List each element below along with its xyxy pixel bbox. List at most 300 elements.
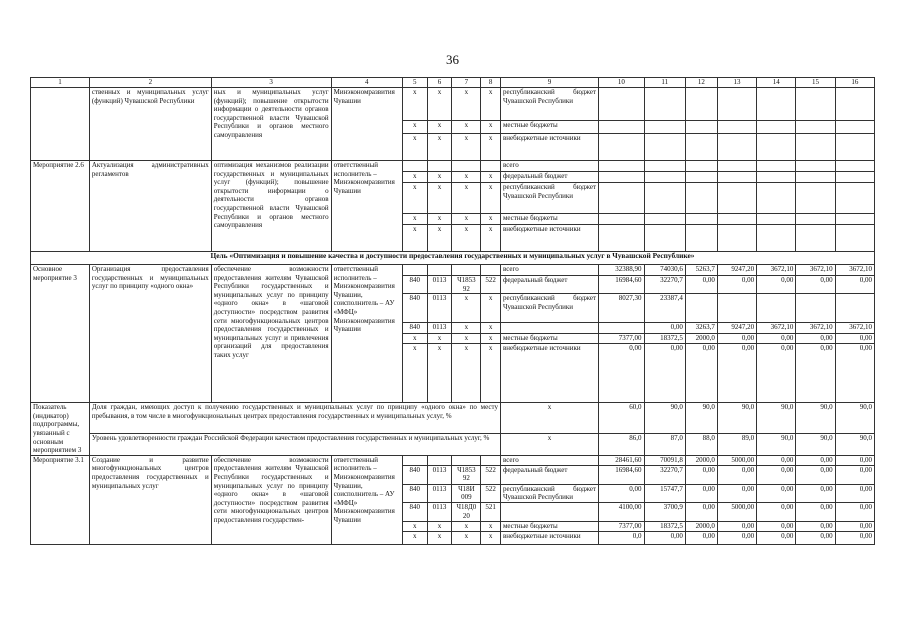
indicator-x: x — [500, 434, 598, 456]
indicator-label: Показатель (индикатор) подпрограммы, увязанный с основным мероприятием 3 — [31, 403, 90, 456]
year-amount: 0,00 — [796, 531, 835, 544]
year-amount: 0,00 — [685, 465, 717, 484]
indicator-value: 88,0 — [685, 434, 717, 456]
year-amount — [685, 214, 717, 225]
year-amount — [644, 183, 685, 214]
year-amount — [685, 172, 717, 183]
year-amount: 0,00 — [685, 531, 717, 544]
event-label — [31, 88, 90, 161]
year-amount: 0,00 — [835, 484, 874, 502]
section-code: x — [427, 334, 452, 344]
expected-result: ных и муниципальных услуг (функций); повышение открытости информации о деятельности органов государственной власти Чувашской Республики и органов местного самоуправления — [211, 88, 331, 161]
indicator-value: 89,0 — [717, 434, 756, 456]
target-article-code: Ч18Д0 20 — [452, 502, 481, 521]
expense-type-code: 522 — [481, 465, 501, 484]
target-article-code: Ч18И 009 — [452, 484, 481, 502]
grbs-code — [402, 265, 427, 276]
grbs-code: x — [402, 344, 427, 403]
year-amount: 15747,7 — [644, 484, 685, 502]
column-number-3: 3 — [211, 78, 331, 88]
table-row — [31, 265, 875, 276]
year-amount: 3672,10 — [757, 323, 796, 334]
year-amount: 0,00 — [835, 455, 874, 465]
executor: ответственный исполнитель – Минэкономразвития Чувашии — [331, 161, 402, 252]
year-amount: 18372,5 — [644, 521, 685, 531]
expense-type-code: x — [481, 334, 501, 344]
year-amount — [835, 121, 874, 134]
year-amount — [835, 172, 874, 183]
year-amount: 0,00 — [796, 484, 835, 502]
year-amount: 0,00 — [717, 344, 756, 403]
funding-source: внебюджетные источники — [500, 134, 598, 161]
year-amount — [796, 294, 835, 323]
column-number-10: 10 — [599, 78, 644, 88]
funding-source — [500, 502, 598, 521]
year-amount: 70091,8 — [644, 455, 685, 465]
executor: ответственный исполнитель – Минэкономразвития Чувашии, соисполнитель – АУ «МФЦ» Минэкономразвития Чувашии — [331, 455, 402, 544]
year-amount — [599, 172, 644, 183]
year-amount: 28461,60 — [599, 455, 644, 465]
grbs-code: x — [402, 121, 427, 134]
year-amount — [717, 172, 756, 183]
grbs-code: x — [402, 88, 427, 121]
year-amount: 3672,10 — [835, 265, 874, 276]
year-amount: 16984,60 — [599, 276, 644, 294]
year-amount: 2000,0 — [685, 334, 717, 344]
column-number-5: 5 — [402, 78, 427, 88]
year-amount: 0,00 — [599, 484, 644, 502]
year-amount: 0,00 — [835, 531, 874, 544]
target-article-code: x — [452, 172, 481, 183]
year-amount: 0,00 — [757, 465, 796, 484]
year-amount — [644, 134, 685, 161]
year-amount — [717, 161, 756, 172]
funding-source: республиканский бюджет Чувашской Республики — [500, 183, 598, 214]
year-amount — [717, 183, 756, 214]
target-article-code: x — [452, 344, 481, 403]
funding-source: местные бюджеты — [500, 214, 598, 225]
year-amount — [835, 214, 874, 225]
indicator-value: 90,0 — [796, 403, 835, 434]
year-amount — [717, 225, 756, 252]
section-code: x — [427, 134, 452, 161]
year-amount: 9247,20 — [717, 323, 756, 334]
year-amount — [685, 88, 717, 121]
indicator-row — [31, 403, 875, 434]
funding-source: республиканский бюджет Чувашской Республики — [500, 484, 598, 502]
expense-type-code: 521 — [481, 502, 501, 521]
year-amount — [599, 323, 644, 334]
year-amount: 7377,00 — [599, 521, 644, 531]
year-amount: 3672,10 — [796, 323, 835, 334]
year-amount — [644, 172, 685, 183]
year-amount: 5000,00 — [717, 502, 756, 521]
year-amount: 5000,00 — [717, 455, 756, 465]
year-amount: 0,00 — [644, 344, 685, 403]
year-amount — [644, 88, 685, 121]
year-amount — [599, 183, 644, 214]
year-amount: 32388,90 — [599, 265, 644, 276]
section-code: x — [427, 344, 452, 403]
indicator-value: 90,0 — [757, 434, 796, 456]
grbs-code: 840 — [402, 276, 427, 294]
year-amount — [717, 121, 756, 134]
target-article-code: Ч1853 92 — [452, 276, 481, 294]
year-amount: 0,00 — [757, 334, 796, 344]
year-amount — [599, 161, 644, 172]
year-amount: 3263,7 — [685, 323, 717, 334]
year-amount — [685, 225, 717, 252]
column-number-8: 8 — [481, 78, 501, 88]
indicator-text: Уровень удовлетворенности граждан Российской Федерации качеством предоставления государственных и муниципальных услуг, % — [89, 434, 500, 456]
year-amount — [796, 134, 835, 161]
program-table — [30, 77, 875, 545]
column-number-14: 14 — [757, 78, 796, 88]
year-amount: 0,00 — [757, 276, 796, 294]
year-amount: 0,00 — [757, 502, 796, 521]
year-amount: 23387,4 — [644, 294, 685, 323]
section-code: x — [427, 531, 452, 544]
section-code: 0113 — [427, 502, 452, 521]
year-amount: 0,00 — [685, 276, 717, 294]
year-amount — [835, 88, 874, 121]
year-amount: 16984,60 — [599, 465, 644, 484]
year-amount — [599, 134, 644, 161]
year-amount: 0,00 — [796, 502, 835, 521]
funding-source: внебюджетные источники — [500, 225, 598, 252]
expense-type-code: x — [481, 183, 501, 214]
year-amount: 0,00 — [757, 344, 796, 403]
expected-result: обеспечение возможности предоставления жителям Чувашской Республики государственных и муниципальных услуг по принципу «одного окна» в «шаговой доступности» посредством развития сети многофункциональных центров предоставления государственных и муниципальных услуг и привлечения организаций для предоставления таких услуг — [211, 265, 331, 403]
year-amount: 0,00 — [796, 465, 835, 484]
target-article-code: x — [452, 531, 481, 544]
indicator-value: 86,0 — [599, 434, 644, 456]
section-code: x — [427, 521, 452, 531]
target-article-code: x — [452, 88, 481, 121]
year-amount: 3672,10 — [796, 265, 835, 276]
year-amount: 3700,9 — [644, 502, 685, 521]
column-number-1: 1 — [31, 78, 90, 88]
grbs-code: x — [402, 214, 427, 225]
year-amount: 8027,30 — [599, 294, 644, 323]
executor: Минэкономразвития Чувашии — [331, 88, 402, 161]
target-article-code: x — [452, 183, 481, 214]
year-amount — [757, 161, 796, 172]
indicator-value: 90,0 — [717, 403, 756, 434]
year-amount — [644, 121, 685, 134]
indicator-value: 90,0 — [644, 403, 685, 434]
year-amount — [717, 88, 756, 121]
year-amount — [796, 88, 835, 121]
section-code: x — [427, 88, 452, 121]
year-amount: 0,00 — [757, 521, 796, 531]
year-amount: 0,00 — [685, 502, 717, 521]
expense-type-code: x — [481, 214, 501, 225]
target-article-code — [452, 455, 481, 465]
page-number: 36 — [446, 52, 459, 67]
indicator-value: 60,0 — [599, 403, 644, 434]
indicator-value: 90,0 — [835, 434, 874, 456]
indicator-row — [31, 434, 875, 456]
year-amount: 0,00 — [757, 484, 796, 502]
event-name: ственных и муниципальных услуг (функций) Чувашской Республики — [89, 88, 211, 161]
grbs-code — [402, 455, 427, 465]
funding-source: всего — [500, 265, 598, 276]
funding-source: местные бюджеты — [500, 121, 598, 134]
year-amount — [796, 225, 835, 252]
column-number-12: 12 — [685, 78, 717, 88]
funding-source: федеральный бюджет — [500, 172, 598, 183]
year-amount — [757, 88, 796, 121]
indicator-value: 90,0 — [796, 434, 835, 456]
expected-result: оптимизация механизмов реализации государственных и муниципальных услуг (функций); повышение открытости информации о деятельности органов государственной власти Чувашской Республики и органов местного самоуправления — [211, 161, 331, 252]
expense-type-code — [481, 161, 501, 172]
year-amount — [835, 134, 874, 161]
year-amount: 0,0 — [599, 531, 644, 544]
section-code: 0113 — [427, 294, 452, 323]
year-amount: 0,00 — [717, 465, 756, 484]
year-amount — [757, 294, 796, 323]
year-amount: 3672,10 — [835, 323, 874, 334]
year-amount — [599, 214, 644, 225]
table-row — [31, 161, 875, 172]
grbs-code: x — [402, 521, 427, 531]
target-article-code: x — [452, 214, 481, 225]
year-amount: 0,00 — [685, 344, 717, 403]
indicator-value: 90,0 — [685, 403, 717, 434]
grbs-code: x — [402, 225, 427, 252]
funding-source: федеральный бюджет — [500, 465, 598, 484]
year-amount: 0,00 — [757, 531, 796, 544]
year-amount: 0,00 — [717, 484, 756, 502]
year-amount — [835, 294, 874, 323]
year-amount: 74030,6 — [644, 265, 685, 276]
year-amount — [685, 134, 717, 161]
expense-type-code: x — [481, 121, 501, 134]
section-code: x — [427, 183, 452, 214]
year-amount: 32270,7 — [644, 465, 685, 484]
column-number-13: 13 — [717, 78, 756, 88]
year-amount: 0,00 — [717, 531, 756, 544]
section-row — [31, 252, 875, 265]
indicator-text: Доля граждан, имеющих доступ к получению государственных и муниципальных услуг по принципу «одного окна» по месту пребывания, в том числе в многофункциональных центрах предоставления государственных и муниципальных услуг, % — [89, 403, 500, 434]
section-code: x — [427, 121, 452, 134]
section-code: 0113 — [427, 276, 452, 294]
funding-source: всего — [500, 161, 598, 172]
year-amount: 0,00 — [796, 455, 835, 465]
section-code: x — [427, 172, 452, 183]
funding-source: внебюджетные источники — [500, 531, 598, 544]
expense-type-code — [481, 455, 501, 465]
year-amount — [757, 134, 796, 161]
grbs-code: 840 — [402, 294, 427, 323]
year-amount: 0,00 — [796, 276, 835, 294]
expense-type-code: x — [481, 344, 501, 403]
section-code: x — [427, 214, 452, 225]
expense-type-code: x — [481, 88, 501, 121]
grbs-code: x — [402, 183, 427, 214]
grbs-code: 840 — [402, 465, 427, 484]
expense-type-code: x — [481, 225, 501, 252]
section-code — [427, 265, 452, 276]
funding-source: местные бюджеты — [500, 334, 598, 344]
grbs-code: x — [402, 334, 427, 344]
column-number-2: 2 — [89, 78, 211, 88]
grbs-code: 840 — [402, 484, 427, 502]
funding-source: внебюджетные источники — [500, 344, 598, 403]
year-amount: 0,00 — [717, 521, 756, 531]
year-amount — [644, 225, 685, 252]
column-number-7: 7 — [452, 78, 481, 88]
year-amount — [835, 225, 874, 252]
target-article-code: x — [452, 134, 481, 161]
year-amount: 3672,10 — [757, 265, 796, 276]
year-amount: 0,00 — [835, 502, 874, 521]
expense-type-code: x — [481, 294, 501, 323]
year-amount: 2000,0 — [685, 455, 717, 465]
event-name: Актуализация административных регламентов — [89, 161, 211, 252]
year-amount — [796, 172, 835, 183]
grbs-code: x — [402, 134, 427, 161]
funding-source: местные бюджеты — [500, 521, 598, 531]
year-amount: 2000,0 — [685, 521, 717, 531]
event-label: Мероприятие 2.6 — [31, 161, 90, 252]
year-amount: 0,00 — [835, 465, 874, 484]
year-amount — [757, 225, 796, 252]
year-amount — [685, 294, 717, 323]
year-amount: 0,00 — [599, 344, 644, 403]
year-amount — [757, 214, 796, 225]
year-amount: 0,00 — [835, 276, 874, 294]
year-amount: 0,00 — [796, 344, 835, 403]
year-amount: 0,00 — [717, 276, 756, 294]
section-code: 0113 — [427, 323, 452, 334]
target-article-code: x — [452, 323, 481, 334]
funding-source — [500, 323, 598, 334]
year-amount — [599, 225, 644, 252]
column-number-4: 4 — [331, 78, 402, 88]
indicator-x: x — [500, 403, 598, 434]
expense-type-code — [481, 265, 501, 276]
indicator-value: 90,0 — [835, 403, 874, 434]
year-amount — [835, 161, 874, 172]
year-amount — [796, 214, 835, 225]
year-amount — [757, 183, 796, 214]
indicator-value: 90,0 — [757, 403, 796, 434]
year-amount — [717, 294, 756, 323]
expense-type-code: 522 — [481, 276, 501, 294]
funding-source: республиканский бюджет Чувашской Республики — [500, 294, 598, 323]
expense-type-code: 522 — [481, 484, 501, 502]
grbs-code: 840 — [402, 502, 427, 521]
section-code — [427, 161, 452, 172]
year-amount — [796, 183, 835, 214]
funding-source: федеральный бюджет — [500, 276, 598, 294]
year-amount: 0,00 — [644, 323, 685, 334]
target-article-code — [452, 265, 481, 276]
year-amount — [835, 183, 874, 214]
section-code: 0113 — [427, 484, 452, 502]
year-amount — [757, 172, 796, 183]
header-row — [31, 78, 875, 88]
year-amount: 0,00 — [796, 521, 835, 531]
column-number-6: 6 — [427, 78, 452, 88]
event-name: Создание и развитие многофункциональных центров предоставления государственных и муниципальных услуг — [89, 455, 211, 544]
target-article-code: x — [452, 294, 481, 323]
year-amount: 18372,5 — [644, 334, 685, 344]
table-row — [31, 88, 875, 121]
year-amount — [717, 214, 756, 225]
year-amount: 0,00 — [835, 334, 874, 344]
executor: ответственный исполнитель – Минэкономразвития Чувашии, соисполнитель – АУ «МФЦ» Минэкономразвития Чувашии — [331, 265, 402, 403]
year-amount — [599, 121, 644, 134]
year-amount: 0,00 — [835, 344, 874, 403]
grbs-code: x — [402, 531, 427, 544]
year-amount — [685, 121, 717, 134]
year-amount: 9247,20 — [717, 265, 756, 276]
year-amount: 0,00 — [835, 521, 874, 531]
year-amount: 5263,7 — [685, 265, 717, 276]
year-amount: 0,00 — [644, 531, 685, 544]
funding-source: всего — [500, 455, 598, 465]
year-amount — [644, 161, 685, 172]
expense-type-code: x — [481, 531, 501, 544]
table-row — [31, 455, 875, 465]
target-article-code: Ч1853 92 — [452, 465, 481, 484]
column-number-9: 9 — [500, 78, 598, 88]
event-label: Мероприятие 3.1 — [31, 455, 90, 544]
expense-type-code: x — [481, 323, 501, 334]
year-amount — [796, 161, 835, 172]
year-amount: 0,00 — [757, 455, 796, 465]
target-article-code: x — [452, 521, 481, 531]
event-label: Основное мероприятие 3 — [31, 265, 90, 403]
year-amount: 0,00 — [796, 334, 835, 344]
expense-type-code: x — [481, 134, 501, 161]
year-amount — [644, 214, 685, 225]
year-amount: 4100,00 — [599, 502, 644, 521]
column-number-16: 16 — [835, 78, 874, 88]
target-article-code — [452, 161, 481, 172]
section-code — [427, 455, 452, 465]
target-article-code: x — [452, 121, 481, 134]
year-amount — [599, 88, 644, 121]
grbs-code: x — [402, 172, 427, 183]
expense-type-code: x — [481, 521, 501, 531]
target-article-code: x — [452, 334, 481, 344]
year-amount: 7377,00 — [599, 334, 644, 344]
year-amount: 32270,7 — [644, 276, 685, 294]
indicator-value: 87,0 — [644, 434, 685, 456]
year-amount: 0,00 — [685, 484, 717, 502]
year-amount — [796, 121, 835, 134]
expected-result: обеспечение возможности предоставления жителям Чувашской Республики государственных и муниципальных услуг по принципу «одного окна» в «шаговой доступности» посредством развития сети многофункциональных центров предоставления государствен- — [211, 455, 331, 544]
year-amount — [757, 121, 796, 134]
grbs-code — [402, 161, 427, 172]
event-name: Организация предоставления государственных и муниципальных услуг по принципу «одного окна» — [89, 265, 211, 403]
column-number-11: 11 — [644, 78, 685, 88]
year-amount — [685, 161, 717, 172]
target-article-code: x — [452, 225, 481, 252]
section-code: x — [427, 225, 452, 252]
section-code: 0113 — [427, 465, 452, 484]
section-title: Цель «Оптимизация и повышение качества и доступности предоставления государственных и муниципальных услуг в Чувашской Республике» — [31, 252, 875, 265]
funding-source: республиканский бюджет Чувашской Республики — [500, 88, 598, 121]
column-number-15: 15 — [796, 78, 835, 88]
year-amount: 0,00 — [717, 334, 756, 344]
year-amount — [717, 134, 756, 161]
grbs-code: 840 — [402, 323, 427, 334]
